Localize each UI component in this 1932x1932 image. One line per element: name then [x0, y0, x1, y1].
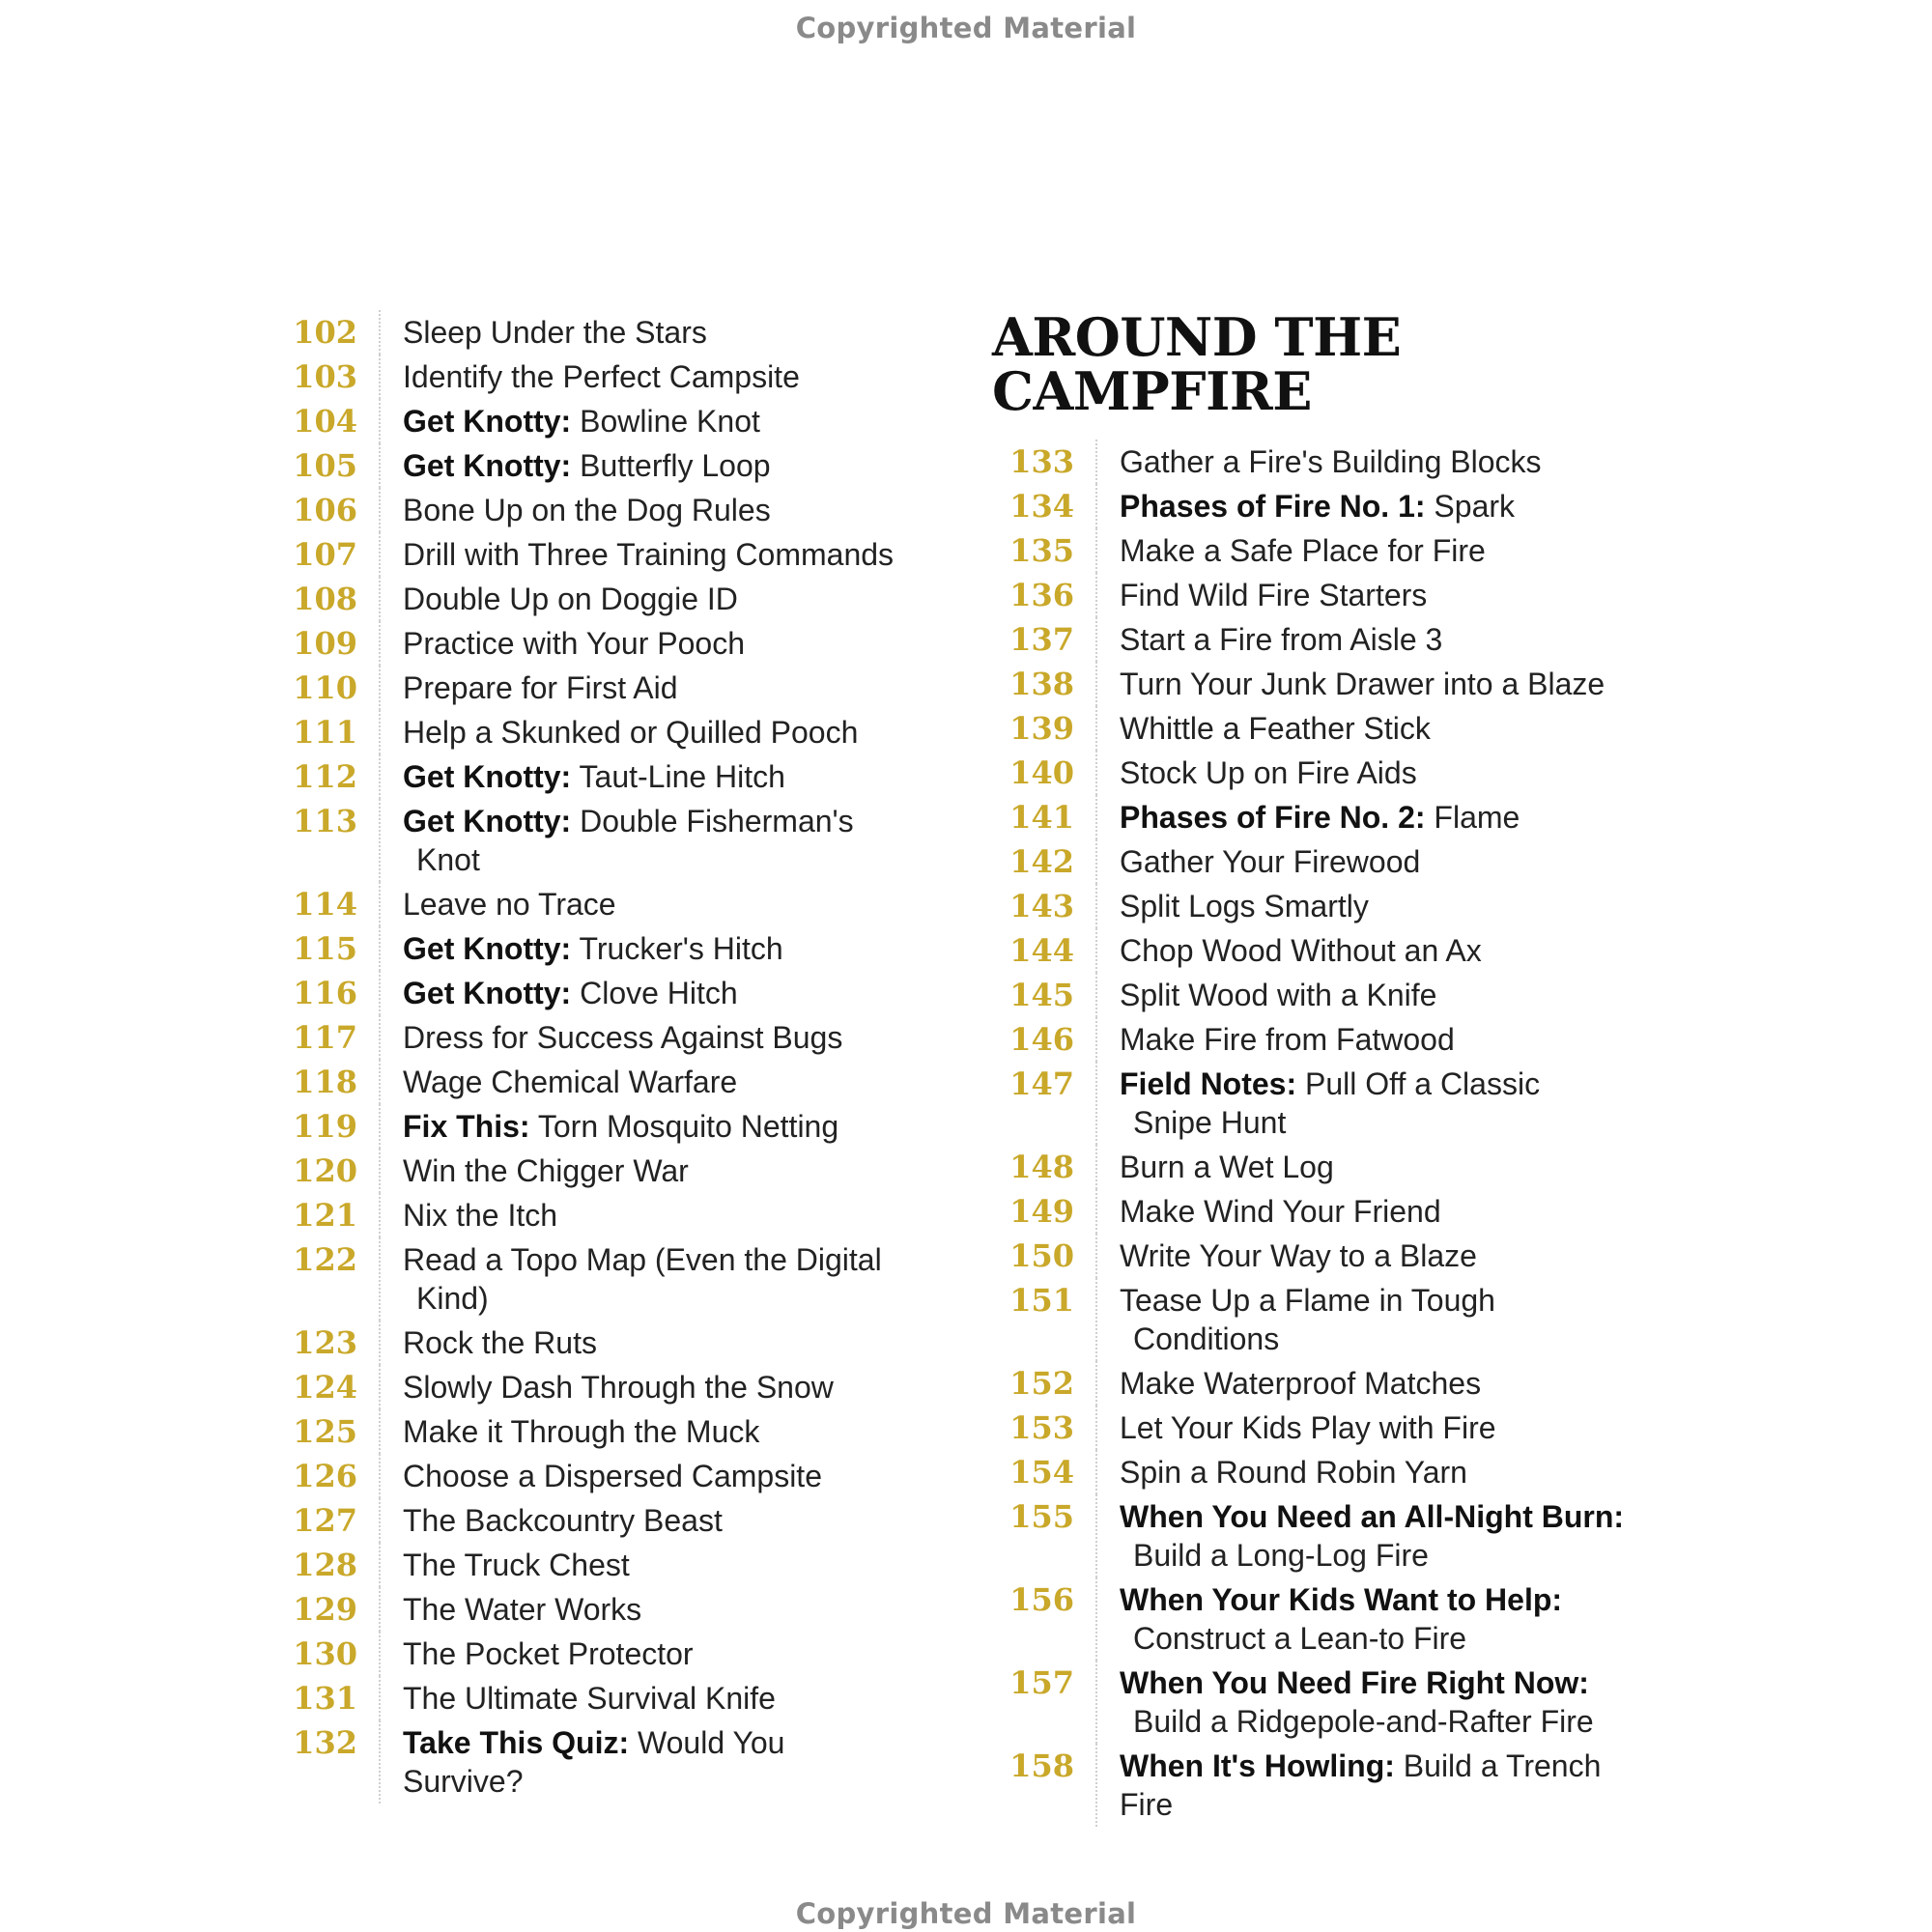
entry-number: 115: [293, 930, 357, 967]
entry-number: 140: [1009, 754, 1074, 791]
entry-number: 152: [1009, 1365, 1074, 1402]
entry-title: [382, 1676, 898, 1720]
entry-title: [382, 355, 898, 399]
entry-number: 155: [1009, 1498, 1074, 1535]
entry-number: 124: [293, 1369, 357, 1406]
toc-entry: [270, 1193, 898, 1237]
toc-entry: [270, 621, 898, 666]
entry-title: [1098, 706, 1644, 751]
entry-title-text: Tease Up a Flame in Tough: [1120, 1283, 1495, 1318]
entry-title-text: Read a Topo Map (Even the Digital: [403, 1242, 882, 1277]
entry-title: [382, 1193, 898, 1237]
entry-title: [382, 1237, 898, 1321]
entry-title-text: Leave no Trace: [403, 887, 616, 922]
entry-title: [382, 1104, 898, 1149]
entry-title: [1098, 839, 1644, 884]
entry-number: 127: [293, 1502, 357, 1539]
entry-number: 116: [293, 975, 357, 1011]
entry-title-continuation: Knot: [416, 842, 480, 877]
entry-title-text: Whittle a Feather Stick: [1120, 711, 1431, 746]
entry-title: [382, 399, 898, 443]
entry-title-continuation: Construct a Lean-to Fire: [1133, 1621, 1467, 1656]
toc-entry: [987, 1577, 1644, 1661]
toc-entry: [270, 1365, 898, 1409]
entry-title: [1098, 1450, 1644, 1494]
toc-entry: [270, 971, 898, 1015]
toc-entry: [987, 1278, 1644, 1361]
toc-entry: [270, 443, 898, 488]
entry-title: [1098, 1577, 1644, 1661]
entry-title-prefix: When Your Kids Want to Help:: [1120, 1582, 1563, 1617]
toc-entry: [987, 1450, 1644, 1494]
entry-title-text: Write Your Way to a Blaze: [1120, 1238, 1477, 1273]
entry-number: 142: [1009, 843, 1074, 880]
entry-title-text: Rock the Ruts: [403, 1325, 597, 1360]
entry-title-text: Sleep Under the Stars: [403, 315, 707, 350]
entry-number: 157: [1009, 1664, 1074, 1701]
entry-number: 156: [1009, 1581, 1074, 1618]
entry-title-prefix: Field Notes:: [1120, 1066, 1297, 1101]
entry-title-text: Make Fire from Fatwood: [1120, 1022, 1455, 1057]
toc-entry: [987, 1234, 1644, 1278]
entry-title-text: The Backcountry Beast: [403, 1503, 723, 1538]
entry-title: [1098, 1145, 1644, 1189]
toc-entry: [270, 1015, 898, 1060]
entry-title: [382, 1409, 898, 1454]
entry-title: [382, 1365, 898, 1409]
entry-title-text: Butterfly Loop: [571, 448, 771, 483]
entry-title-text: The Truck Chest: [403, 1548, 630, 1582]
entry-number: 136: [1009, 577, 1074, 613]
entry-number: 103: [293, 358, 357, 395]
entry-number: 151: [1009, 1282, 1074, 1319]
entry-title-text: Help a Skunked or Quilled Pooch: [403, 715, 859, 750]
entry-title: [382, 666, 898, 710]
entry-title: [382, 1060, 898, 1104]
entry-title-text: Taut-Line Hitch: [571, 759, 785, 794]
toc-entry: [270, 488, 898, 532]
entry-number: 150: [1009, 1237, 1074, 1274]
entry-number: 111: [293, 714, 357, 751]
entry-title-text: Make it Through the Muck: [403, 1414, 760, 1449]
toc-entry: [270, 666, 898, 710]
entry-title: [382, 310, 898, 355]
entry-title-continuation: Conditions: [1133, 1321, 1280, 1356]
entry-number: 129: [293, 1591, 357, 1628]
entry-number: 119: [293, 1108, 357, 1145]
entry-title-text: Win the Chigger War: [403, 1153, 689, 1188]
entry-number: 145: [1009, 977, 1074, 1013]
entry-title-text: Split Wood with a Knife: [1120, 978, 1437, 1012]
entry-number: 131: [293, 1680, 357, 1717]
entry-title-prefix: Get Knotty:: [403, 404, 572, 439]
entry-title: [382, 1321, 898, 1365]
entry-title: [1098, 973, 1644, 1017]
section-title-line-1: AROUND THE: [992, 306, 1402, 368]
entry-title-text: Bone Up on the Dog Rules: [403, 493, 771, 527]
entry-title: [382, 1015, 898, 1060]
entry-title-text: The Pocket Protector: [403, 1636, 694, 1671]
entry-number: 130: [293, 1635, 357, 1672]
entry-title-text: Pull Off a Classic: [1296, 1066, 1541, 1101]
entry-title: [1098, 617, 1644, 662]
entry-title-text: Find Wild Fire Starters: [1120, 578, 1428, 612]
entry-number: 123: [293, 1324, 357, 1361]
entry-number: 158: [1009, 1747, 1074, 1784]
entry-number: 137: [1009, 621, 1074, 658]
entry-title: [1098, 884, 1644, 928]
entry-title: [382, 532, 898, 577]
entry-number: 135: [1009, 532, 1074, 569]
toc-entry: [270, 532, 898, 577]
entry-number: 148: [1009, 1149, 1074, 1185]
entry-title: [382, 443, 898, 488]
entry-title-prefix: Take This Quiz:: [403, 1725, 630, 1760]
toc-entry: [987, 573, 1644, 617]
entry-title-prefix: Get Knotty:: [403, 804, 572, 838]
entry-title-text: Gather Your Firewood: [1120, 844, 1421, 879]
entry-title-text: Start a Fire from Aisle 3: [1120, 622, 1443, 657]
toc-left-column: [270, 310, 898, 1804]
entry-title: [382, 1454, 898, 1498]
toc-entry: [270, 1237, 898, 1321]
entry-title: [382, 971, 898, 1015]
toc-entry: [987, 662, 1644, 706]
entry-title: [1098, 751, 1644, 795]
toc-entry: [270, 1454, 898, 1498]
entry-title: [382, 1720, 898, 1804]
entry-title-text: Nix the Itch: [403, 1198, 558, 1233]
entry-number: 146: [1009, 1021, 1074, 1058]
entry-title: [1098, 795, 1644, 839]
entry-title: [1098, 1017, 1644, 1062]
entry-title-text: Make a Safe Place for Fire: [1120, 533, 1486, 568]
toc-entry: [987, 440, 1644, 484]
entry-number: 147: [1009, 1065, 1074, 1102]
entry-number: 108: [293, 581, 357, 617]
toc-entry: [987, 1494, 1644, 1577]
entry-number: 104: [293, 403, 357, 440]
entry-number: 109: [293, 625, 357, 662]
toc-entry: [987, 706, 1644, 751]
toc-entry: [987, 795, 1644, 839]
entry-title-prefix: Get Knotty:: [403, 931, 572, 966]
entry-title-text: Double Up on Doggie ID: [403, 582, 738, 616]
toc-entry: [270, 577, 898, 621]
toc-entry: [270, 1587, 898, 1632]
entry-title-text: Let Your Kids Play with Fire: [1120, 1410, 1496, 1445]
toc-entry: [987, 839, 1644, 884]
entry-title: [1098, 1661, 1644, 1744]
entry-title-text: Torn Mosquito Netting: [529, 1109, 839, 1144]
toc-entry: [270, 399, 898, 443]
entry-number: 128: [293, 1547, 357, 1583]
section-title: [992, 306, 1644, 422]
entry-title-text: Choose a Dispersed Campsite: [403, 1459, 822, 1493]
entry-title-continuation: Kind): [416, 1281, 489, 1316]
entry-title: [382, 488, 898, 532]
copyright-header: Copyrighted Material: [795, 12, 1137, 44]
entry-number: 112: [293, 758, 357, 795]
entry-title: [382, 754, 898, 799]
entry-number: 138: [1009, 666, 1074, 702]
entry-number: 118: [293, 1064, 357, 1100]
entry-title-text: Split Logs Smartly: [1120, 889, 1369, 923]
entry-number: 102: [293, 314, 357, 351]
entry-number: 107: [293, 536, 357, 573]
toc-entry: [270, 882, 898, 926]
entry-title-prefix: Phases of Fire No. 1:: [1120, 489, 1426, 524]
toc-entry: [270, 1676, 898, 1720]
entry-title-prefix: When You Need Fire Right Now:: [1120, 1665, 1589, 1700]
entry-title-text: Spark: [1425, 489, 1516, 524]
entry-title: [1098, 1744, 1644, 1827]
toc-entry: [987, 617, 1644, 662]
entry-title-prefix: Phases of Fire No. 2:: [1120, 800, 1426, 835]
section-title-line-2: CAMPFIRE: [992, 360, 1312, 422]
toc-entry: [270, 1321, 898, 1365]
entry-title: [1098, 1278, 1644, 1361]
entry-title-text: Dress for Success Against Bugs: [403, 1020, 843, 1055]
entry-title-prefix: Fix This:: [403, 1109, 530, 1144]
entry-title-text: Flame: [1425, 800, 1520, 835]
entry-title-prefix: When It's Howling:: [1120, 1748, 1395, 1783]
entry-title-text: Burn a Wet Log: [1120, 1150, 1334, 1184]
entry-number: 120: [293, 1152, 357, 1189]
entry-title-text: Double Fisherman's: [571, 804, 854, 838]
toc-entry: [270, 1409, 898, 1454]
entry-title-text: Spin a Round Robin Yarn: [1120, 1455, 1467, 1490]
toc-entry: [270, 799, 898, 882]
toc-right-column: [987, 306, 1644, 1827]
entry-title: [382, 577, 898, 621]
entry-title-text: Stock Up on Fire Aids: [1120, 755, 1417, 790]
entry-title: [382, 1543, 898, 1587]
entry-title-text: Gather a Fire's Building Blocks: [1120, 444, 1542, 479]
entry-title: [382, 710, 898, 754]
entry-title: [1098, 573, 1644, 617]
entry-title: [382, 1632, 898, 1676]
entry-title-text: The Ultimate Survival Knife: [403, 1681, 776, 1716]
entry-number: 141: [1009, 799, 1074, 836]
entry-number: 132: [293, 1724, 357, 1761]
toc-entry: [270, 1060, 898, 1104]
entry-number: 117: [293, 1019, 357, 1056]
toc-entry: [987, 928, 1644, 973]
entry-title-prefix: When You Need an All-Night Burn:: [1120, 1499, 1625, 1534]
entry-title: [1098, 1361, 1644, 1406]
entry-title: [382, 1149, 898, 1193]
entry-title-text: Would You Survive?: [403, 1725, 785, 1799]
entry-title: [1098, 440, 1644, 484]
entry-number: 110: [293, 669, 357, 706]
entry-title: [1098, 528, 1644, 573]
entry-title-text: Make Waterproof Matches: [1120, 1366, 1482, 1401]
toc-entry: [270, 1632, 898, 1676]
entry-title: [382, 799, 898, 882]
entry-number: 105: [293, 447, 357, 484]
entry-number: 121: [293, 1197, 357, 1234]
entry-title-text: Trucker's Hitch: [571, 931, 783, 966]
entry-title: [1098, 1494, 1644, 1577]
entry-title: [1098, 1189, 1644, 1234]
entry-number: 143: [1009, 888, 1074, 924]
toc-entry: [270, 355, 898, 399]
entry-number: 149: [1009, 1193, 1074, 1230]
entry-number: 144: [1009, 932, 1074, 969]
entry-title: [382, 1498, 898, 1543]
entry-title-continuation: Snipe Hunt: [1133, 1105, 1287, 1140]
toc-entry: [987, 1017, 1644, 1062]
toc-entry: [270, 710, 898, 754]
entry-title-prefix: Get Knotty:: [403, 448, 572, 483]
toc-entry: [270, 1543, 898, 1587]
entry-title-text: Make Wind Your Friend: [1120, 1194, 1441, 1229]
entry-title-text: Turn Your Junk Drawer into a Blaze: [1120, 667, 1605, 701]
entry-title-text: The Water Works: [403, 1592, 642, 1627]
toc-entry: [987, 973, 1644, 1017]
entry-number: 114: [293, 886, 357, 923]
entry-number: 134: [1009, 488, 1074, 525]
entry-title-text: Practice with Your Pooch: [403, 626, 745, 661]
toc-entry: [270, 926, 898, 971]
toc-entry: [987, 1062, 1644, 1145]
toc-entry: [987, 1361, 1644, 1406]
toc-entry: [987, 1189, 1644, 1234]
entry-title: [382, 1587, 898, 1632]
toc-entry: [987, 751, 1644, 795]
entry-title: [382, 926, 898, 971]
entry-title-text: Prepare for First Aid: [403, 670, 678, 705]
entry-title: [382, 621, 898, 666]
entry-title: [1098, 1234, 1644, 1278]
toc-entry: [270, 1720, 898, 1804]
toc-entry: [987, 1661, 1644, 1744]
entry-number: 126: [293, 1458, 357, 1494]
toc-entry: [270, 1149, 898, 1193]
copyright-footer: Copyrighted Material: [795, 1897, 1137, 1930]
entry-title-continuation: Build a Ridgepole-and-Rafter Fire: [1133, 1704, 1594, 1739]
entry-title-text: Identify the Perfect Campsite: [403, 359, 800, 394]
toc-entry: [270, 754, 898, 799]
toc-entry: [987, 484, 1644, 528]
entry-title-text: Bowline Knot: [571, 404, 760, 439]
entry-number: 139: [1009, 710, 1074, 747]
toc-entry: [987, 1744, 1644, 1827]
entry-title: [1098, 1406, 1644, 1450]
entry-title: [1098, 928, 1644, 973]
entry-number: 154: [1009, 1454, 1074, 1491]
toc-entry: [987, 1406, 1644, 1450]
entry-title: [1098, 662, 1644, 706]
toc-entry: [987, 884, 1644, 928]
entry-number: 106: [293, 492, 357, 528]
entry-title-text: Clove Hitch: [571, 976, 738, 1010]
toc-entry: [270, 310, 898, 355]
toc-entry: [987, 1145, 1644, 1189]
entry-title-text: Chop Wood Without an Ax: [1120, 933, 1482, 968]
entry-number: 133: [1009, 443, 1074, 480]
entry-title-text: Slowly Dash Through the Snow: [403, 1370, 834, 1405]
entry-title: [1098, 484, 1644, 528]
entry-title-text: Wage Chemical Warfare: [403, 1065, 738, 1099]
entry-title: [1098, 1062, 1644, 1145]
entry-number: 153: [1009, 1409, 1074, 1446]
entry-number: 125: [293, 1413, 357, 1450]
entry-number: 122: [293, 1241, 357, 1278]
entry-title-continuation: Build a Long-Log Fire: [1133, 1538, 1429, 1573]
toc-entry: [270, 1498, 898, 1543]
entry-title: [382, 882, 898, 926]
entry-title-text: Build a Trench Fire: [1120, 1748, 1602, 1822]
entry-number: 113: [293, 803, 357, 839]
entry-title-text: Drill with Three Training Commands: [403, 537, 895, 572]
entry-title-prefix: Get Knotty:: [403, 976, 572, 1010]
toc-entry: [270, 1104, 898, 1149]
entry-title-prefix: Get Knotty:: [403, 759, 572, 794]
toc-entry: [987, 528, 1644, 573]
